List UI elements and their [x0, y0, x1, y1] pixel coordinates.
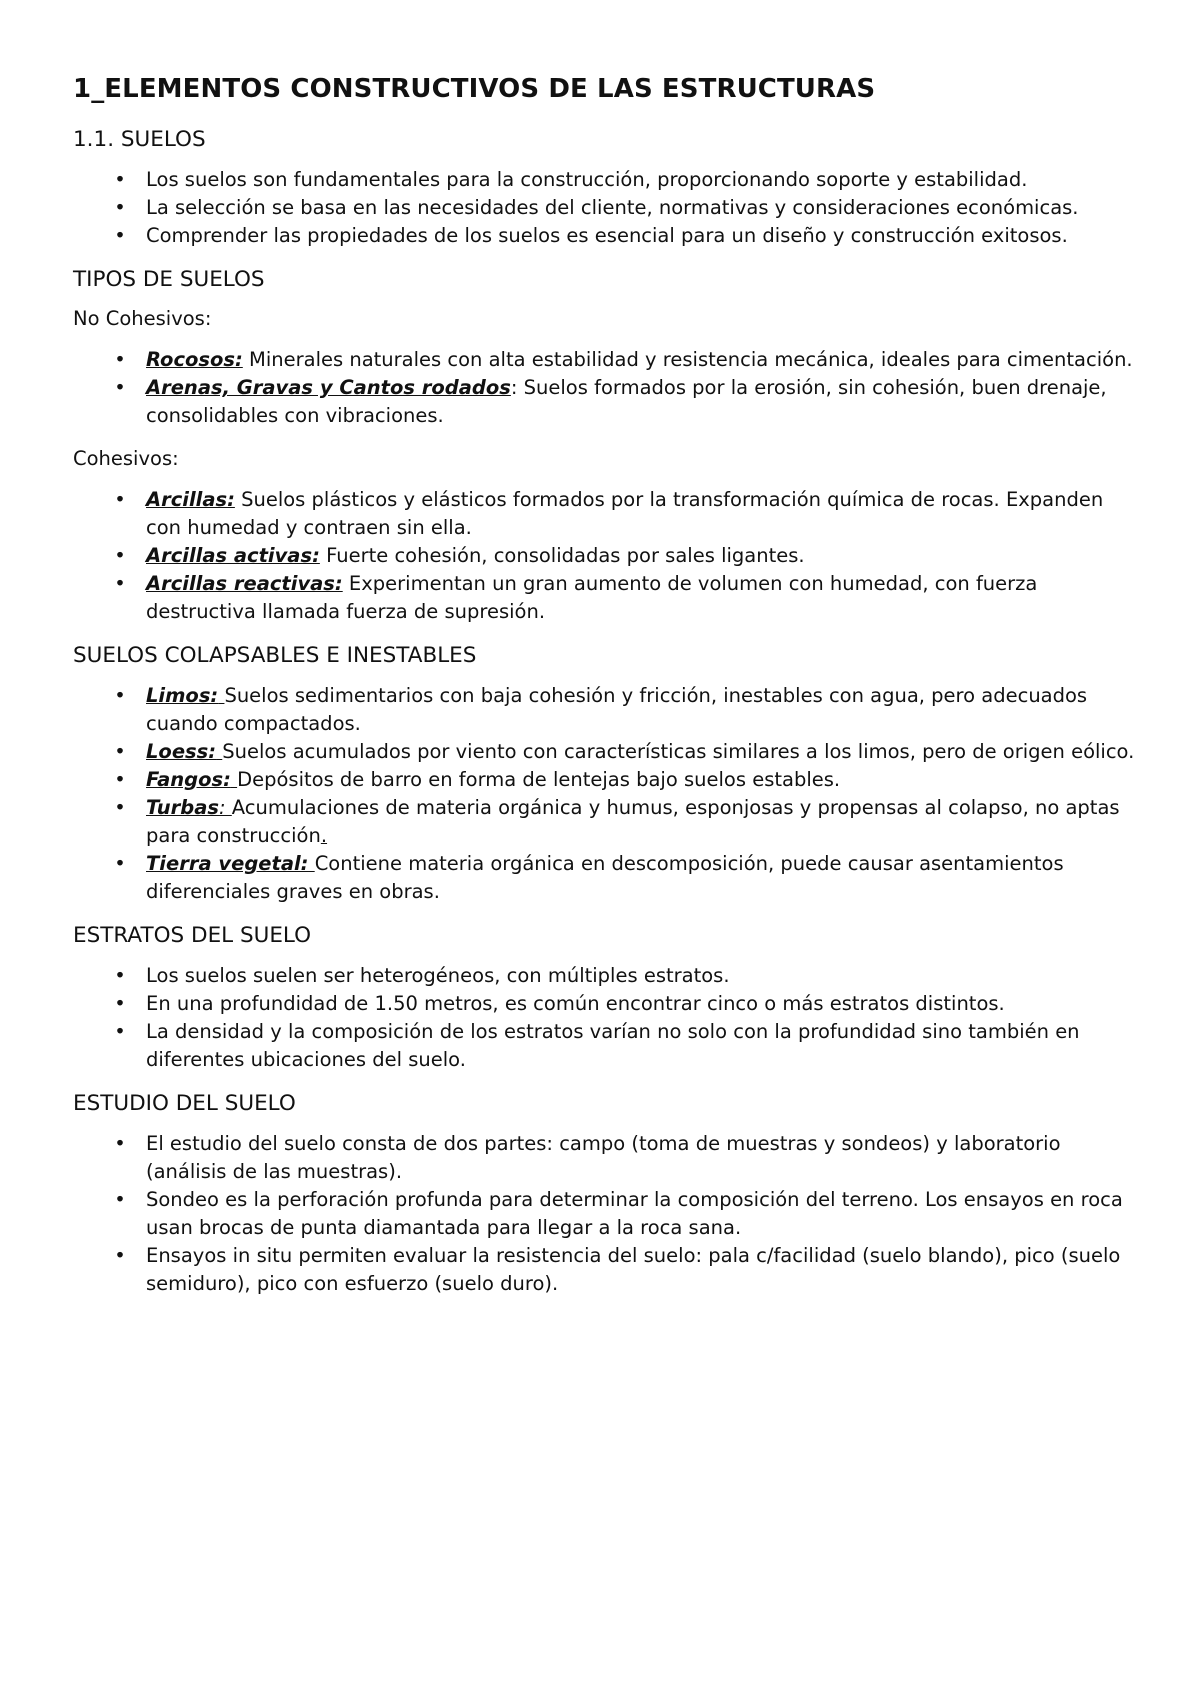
bullet-icon: • — [114, 376, 126, 399]
bullet-icon: • — [114, 740, 126, 763]
list-item: • En una profundidad de 1.50 metros, es común encontrar cinco o más estratos distintos. — [73, 990, 1143, 1018]
list-item: • Loess: Suelos acumulados por viento con características similares a los limos, pero de origen eólico. — [73, 738, 1143, 766]
bullet-icon: • — [114, 684, 126, 707]
section-heading-estratos: ESTRATOS DEL SUELO — [73, 923, 312, 948]
bullet-icon: • — [114, 1244, 126, 1267]
list-item: • Turbas: Acumulaciones de materia orgánica y humus, esponjosas y propensas al colapso, no aptas para construcción. — [73, 794, 1143, 850]
bullet-icon: • — [114, 1132, 126, 1155]
section-heading-suelos: 1.1. SUELOS — [73, 127, 206, 152]
list-item: • Arcillas activas: Fuerte cohesión, consolidadas por sales ligantes. — [73, 542, 1143, 570]
list-item: • Los suelos suelen ser heterogéneos, con múltiples estratos. — [73, 962, 1143, 990]
term-label: Rocosos: — [146, 348, 243, 371]
term-label: Loess: — [146, 740, 217, 763]
list-estudio — [73, 1130, 1143, 1298]
bullet-icon: • — [114, 348, 126, 371]
term-label: Tierra vegetal: — [146, 852, 309, 875]
list-item: • El estudio del suelo consta de dos partes: campo (toma de muestras y sondeos) y laboratorio (análisis de las muestras). — [73, 1130, 1143, 1186]
term-label: Arcillas activas: — [146, 544, 320, 567]
bullet-icon: • — [114, 572, 126, 595]
list-item: • Comprender las propiedades de los suelos es esencial para un diseño y construcción exitosos. — [73, 222, 1143, 250]
bullet-icon: • — [114, 1020, 126, 1043]
list-item: • Tierra vegetal: Contiene materia orgánica en descomposición, puede causar asentamientos diferenciales graves en obras. — [73, 850, 1143, 906]
section-heading-estudio: ESTUDIO DEL SUELO — [73, 1091, 296, 1116]
term-label: Turbas — [146, 796, 220, 819]
section-heading-tipos: TIPOS DE SUELOS — [73, 267, 265, 292]
list-item: • Sondeo es la perforación profunda para determinar la composición del terreno. Los ensayos en roca usan brocas de punta diamantada para llegar a la roca sana. — [73, 1186, 1143, 1242]
bullet-icon: • — [114, 1188, 126, 1211]
section-heading-colapsables: SUELOS COLAPSABLES E INESTABLES — [73, 643, 477, 668]
list-suelos — [73, 166, 1143, 250]
bullet-icon: • — [114, 224, 126, 247]
list-item: • La selección se basa en las necesidades del cliente, normativas y consideraciones económicas. — [73, 194, 1143, 222]
term-label: Arcillas: — [146, 488, 235, 511]
list-item: • Arenas, Gravas y Cantos rodados: Suelos formados por la erosión, sin cohesión, buen drenaje, consolidables con vibraciones. — [73, 374, 1143, 430]
list-item: • Rocosos: Minerales naturales con alta estabilidad y resistencia mecánica, ideales para cimentación. — [73, 346, 1143, 374]
list-item: • Los suelos son fundamentales para la construcción, proporcionando soporte y estabilidad. — [73, 166, 1143, 194]
subheading-cohesivos: Cohesivos: — [73, 447, 179, 470]
term-label: Limos: — [146, 684, 219, 707]
subheading-no-cohesivos: No Cohesivos: — [73, 307, 212, 330]
document-title: 1_ELEMENTOS CONSTRUCTIVOS DE LAS ESTRUCTURAS — [73, 74, 876, 104]
list-item: • Limos: Suelos sedimentarios con baja cohesión y fricción, inestables con agua, pero adecuados cuando compactados. — [73, 682, 1143, 738]
bullet-icon: • — [114, 992, 126, 1015]
list-item: • Arcillas reactivas: Experimentan un gran aumento de volumen con humedad, con fuerza destructiva llamada fuerza de supresión. — [73, 570, 1143, 626]
list-cohesivos — [73, 486, 1143, 626]
bullet-icon: • — [114, 168, 126, 191]
term-label: Arcillas reactivas: — [146, 572, 343, 595]
list-item: • Fangos: Depósitos de barro en forma de lentejas bajo suelos estables. — [73, 766, 1143, 794]
bullet-icon: • — [114, 796, 126, 819]
bullet-icon: • — [114, 544, 126, 567]
bullet-icon: • — [114, 196, 126, 219]
bullet-icon: • — [114, 964, 126, 987]
bullet-icon: • — [114, 768, 126, 791]
list-item: • Arcillas: Suelos plásticos y elásticos formados por la transformación química de rocas. Expanden con humedad y contraen sin ella. — [73, 486, 1143, 542]
list-item: • Ensayos in situ permiten evaluar la resistencia del suelo: pala c/facilidad (suelo blando), pico (suelo semiduro), pico con esfuerzo (suelo duro). — [73, 1242, 1143, 1298]
list-colapsables — [73, 682, 1143, 906]
list-item: • La densidad y la composición de los estratos varían no solo con la profundidad sino también en diferentes ubicaciones del suelo. — [73, 1018, 1143, 1074]
document-page — [73, 72, 1143, 1314]
list-estratos — [73, 962, 1143, 1074]
bullet-icon: • — [114, 852, 126, 875]
term-label: Arenas, Gravas y Cantos rodados — [146, 376, 511, 399]
bullet-icon: • — [114, 488, 126, 511]
list-no-cohesivos — [73, 346, 1143, 430]
term-label: Fangos: — [146, 768, 231, 791]
